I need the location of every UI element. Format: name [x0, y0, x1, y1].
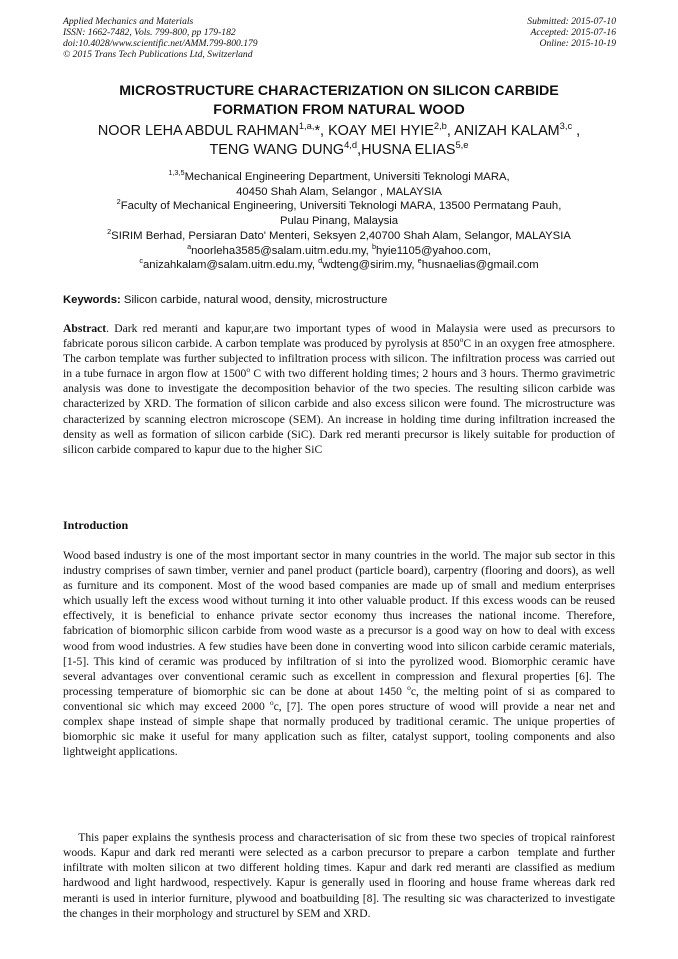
- keywords: [63, 293, 615, 307]
- email-d[interactable]: wdteng@sirim.my,: [322, 259, 418, 272]
- abstract: Abstract. Dark red meranti and kapur,are two important types of wood in Malaysia were used as precursors to fabricate porous silicon carbide. A carbon template was produced by pyrolysis at 850$^o$C in an oxygen free atmosphere. The carbon template was further subjected to infiltration process with silicon. The infiltration process was carried out in a tube furnace in argon flow at 1500$^o$ C with two different holding times; 2 hours and 3 hours. Thermo gravimetric analysis was done to investigate the decomposition behavior of the two species. The resulting silicon carbide was characterized by XRD. The formation of silicon carbide and also excess silicon were found. The microstructure was characterized by scanning electron microscope (SEM). An increase in holding time during infiltration increased the density as well as formation of silicon carbide (SiC). Dark red meranti precursor is likely suitable for production of silicon carbide compared to kapur due to the higher SiC: [63, 322, 615, 456]
- author-1: NOOR LEHA ABDUL RAHMAN: [97, 123, 299, 139]
- publication-dates: [527, 16, 616, 49]
- doi-line: doi:10.4028/www.scientific.net/AMM.799-800.179: [63, 38, 258, 49]
- issn-line: ISSN: 1662-7482, Vols. 799-800, pp 179-182: [63, 27, 236, 38]
- author-5: HUSNA ELIAS: [361, 142, 456, 158]
- affiliation-3: SIRIM Berhad, Persiaran Dato' Menteri, Seksyen 2,40700 Shah Alam, Selangor, MALAYSIA: [111, 229, 571, 242]
- author-3: ANIZAH KALAM: [454, 123, 560, 139]
- author-list: NOOR LEHA ABDUL $RAHMAN^{1,a,}*$, KOAY MEI HYIE$^{2,b}$, ANIZAH KALAM$^{3,c}$ , TENG WANG DUNG$^{4,d}$,HUSNA ELIAS$^{5,e}$: [97, 121, 581, 158]
- affiliation-2: Faculty of Mechanical Engineering, Universiti Teknologi MARA, 13500 Permatang Pauh,: [120, 200, 562, 213]
- section-heading-introduction: Introduction: [63, 518, 129, 532]
- keywords-text: Silicon carbide, natural wood, density, microstructure: [120, 294, 388, 306]
- introduction-paragraph-1: Wood based industry is one of the most important sector in many countries in the world. The major sub sector in this industry comprises of sawn timber, vernier and panel product (particle board), carpentry (flooring and doors), as well as furniture and its component. Most of the wood based companies are made up of small and medium enterprises which usually left the excess wood without turning it into other valuable product. If this excess woods can be reused effectively, it is beneficial to enhance private sector economy thus increases the national income. Therefore, fabrication of biomorphic silicon carbide from wood waste as a precursor is a good way on how to deal with excess wood from wood industries. A few studies have been done in converting wood into silicon carbide ceramic materials,[1-5]. This kind of ceramic was produced by infiltration of si into the pyrolized wood. Biomorphic ceramic have several advantages over conventional ceramic such as excellent in compression and flexural properties [6]. The processing temperature of biomorphic sic can be done at about 1450 $^o$c, the melting point of si as compared to conventional sic which may exceed 2000 $^o$c, [7]. The open pores structure of wood will provide a near net and complex shape instead of simple shape that normally produced by traditional ceramic. The unique properties of biomorphic sic make it useful for many application such as filter, catalyst support, tooling components and also lightweight applications.: [63, 549, 616, 759]
- keywords-label: Keywords:: [63, 294, 121, 306]
- email-e[interactable]: husnaelias@gmail.com: [421, 259, 539, 272]
- submitted-date: Submitted: 2015-07-10: [527, 16, 616, 27]
- author-2: KOAY MEI HYIE: [328, 123, 434, 139]
- affiliation-1: Mechanical Engineering Department, Universiti Teknologi MARA,: [184, 171, 510, 183]
- email-a[interactable]: noorleha3585@salam.uitm.edu.my,: [191, 244, 372, 257]
- introduction-paragraph-2: This paper explains the synthesis process and characterisation of sic from these two species of tropical rainforest woods. Kapur and dark red meranti were selected as a carbon precursor to prepare a carbon template and further infiltrate with molten silicon at two different holding times. Kapur and dark red meranti are classified as medium hardwood and light hardwood, respectively. Kapur is generally used in flooring and house frame whereas dark red meranti is used in interior furniture, plywood and boatbuilding [8]. The resulting sic was characterized to investigate the changes in their morphology and structurel by SEM and XRD.: [63, 831, 618, 920]
- email-line-2: $^c$anizahkalam@salam.uitm.edu.my, $^d$wdteng@sirim.my, $^e$husnaelias@gmail.com: [139, 256, 539, 272]
- copyright-line: © 2015 Trans Tech Publications Ltd, Switzerland: [63, 49, 253, 60]
- paper-title: [40, 82, 638, 120]
- email-line-1: $^a$noorleha3585@salam.uitm.edu.my, $^b$hyie1105@yahoo.com,: [187, 241, 491, 257]
- journal-info: [63, 16, 258, 60]
- accepted-date: Accepted: 2015-07-16: [530, 27, 616, 38]
- abstract-label: Abstract: [63, 322, 107, 335]
- email-c[interactable]: anizahkalam@salam.uitm.edu.my,: [143, 259, 319, 272]
- author-4: TENG WANG DUNG: [209, 142, 345, 158]
- title-line-2: FORMATION FROM NATURAL WOOD: [213, 102, 465, 118]
- online-date: Online: 2015-10-19: [539, 38, 616, 49]
- email-b[interactable]: hyie1105@yahoo.com,: [376, 244, 491, 257]
- journal-name: Applied Mechanics and Materials: [63, 16, 194, 27]
- affiliations: $^{1,3,5}$Mechanical Engineering Department, Universiti Teknologi MARA, 40450 Shah Alam, Selangor , MALAYSIA $^2$Faculty of Mechanical Engineering, Universiti Teknologi MARA, 13500 Permatang Pauh, Pulau Pinang, Malaysia $^2$SIRIM Berhad, Persiaran Dato' Menteri, Seksyen 2,40700 Shah Alam, Selangor, MALAYSIA $^a$noorleha3585@salam.uitm.edu.my, $^b$hyie1105@yahoo.com, $^c$anizahkalam@salam.uitm.edu.my, $^d$wdteng@sirim.my, $^e$husnaelias@gmail.com: [60, 170, 618, 273]
- title-line-1: MICROSTRUCTURE CHARACTERIZATION ON SILICON CARBIDE: [119, 83, 559, 99]
